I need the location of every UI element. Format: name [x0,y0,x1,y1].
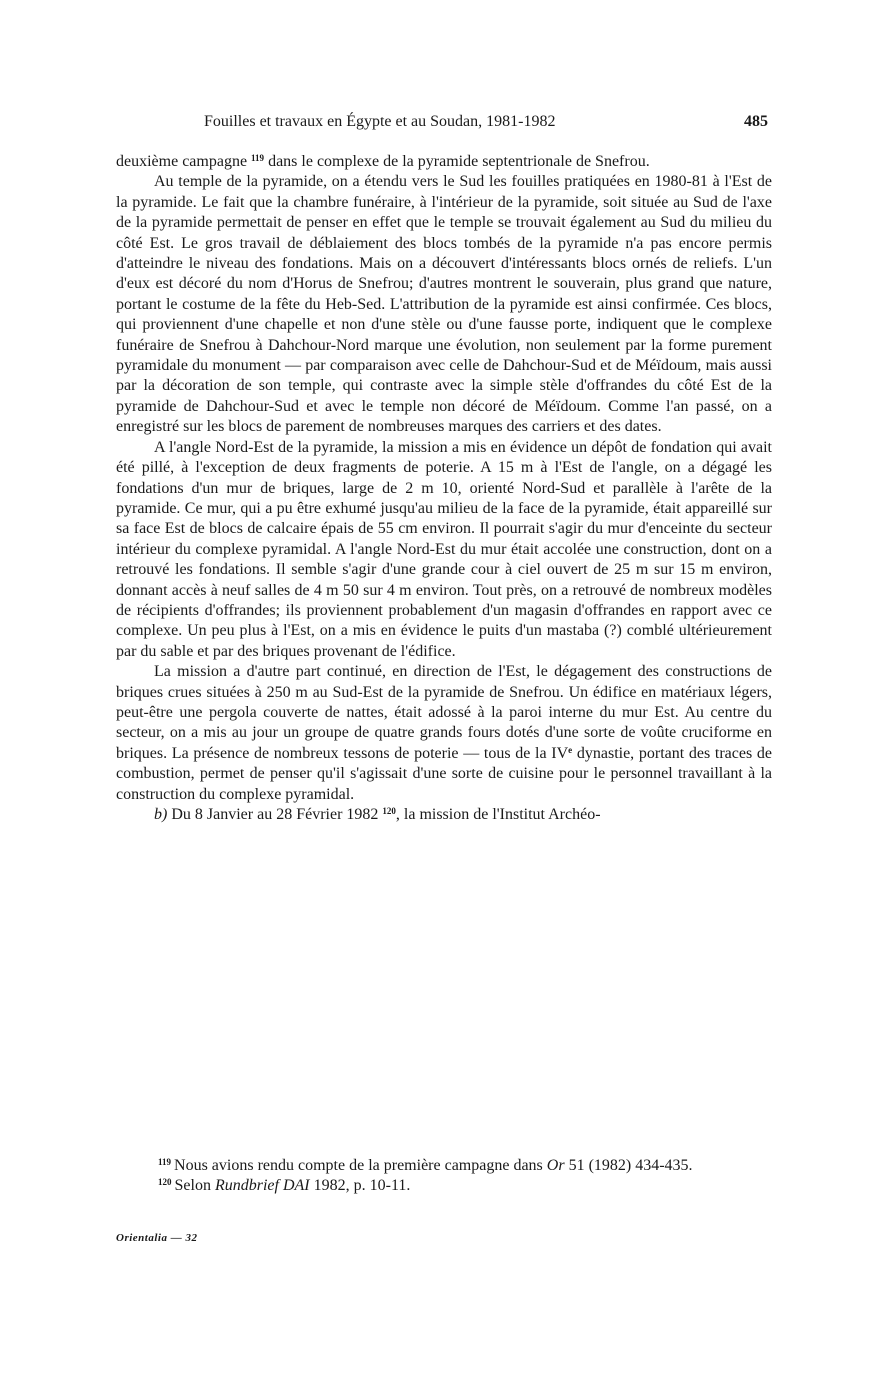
paragraph-3: A l'angle Nord-Est de la pyramide, la mission a mis en évidence un dépôt de fondation qui avait été pillé, à l'exception de deux fragments de poterie. A 15 m à l'Est de l'angle, on a dégagé les fondations d'un mur de briques, large de 2 m 10, orienté Nord-Sud et parallèle à l'arête de la pyramide. Ce mur, qui a pu être exhumé jusqu'au milieu de la face de la pyramide, était appareillé sur sa face Est de blocs de calcaire épais de 55 cm environ. Il pourrait s'agir du mur d'enceinte du secteur intérieur du complexe pyramidal. A l'angle Nord-Est du mur était accolée une construction, dont on a retrouvé les fondations. Il semble s'agir d'une grande cour à ciel ouvert de 25 m sur 15 m environ, donnant accès à neuf salles de 4 m 50 sur 4 m environ. Tout près, on a retrouvé de nombreux modèles de récipients d'offrandes; ils proviennent probablement d'un magasin d'offrandes en rapport avec ce complexe. Un peu plus à l'Est, on a mis en évidence le puits d'un mastaba (?) comblé ultérieurement par du sable et par des briques provenant de l'édifice. [116,438,772,660]
footnote-text: Nous avions rendu compte de la première campagne dans [174,1157,547,1174]
page-content [116,112,772,825]
paragraph-4-before: La mission a d'autre part continué, en direction de l'Est, le dégagement des constructions de briques crues situées à 250 m au Sud-Est de la pyramide de Snefrou. Un édifice en matériaux légers, peut-être une pergola couverte de nattes, était adossé à la paroi interne du mur Est. Au centre du secteur, on a mis au jour un groupe de quatre grands fours dotés d'une sorte de voûte cruciforme en briques. La présence de nombreux tessons de poterie — tous de la IV [116,663,772,762]
paragraph-5-after: , la mission de l'Institut Archéo- [395,806,601,823]
body-text [116,152,772,825]
footnote-text-end: 1982, p. 10-11. [309,1177,411,1194]
dynasty-superscript: e [568,744,573,755]
footnote-text: Selon [174,1177,215,1194]
footnote-number: 119 [158,1157,172,1167]
paragraph-1-before: deuxième campagne [116,153,248,170]
signature-mark: Orientalia — 32 [116,1232,198,1244]
footnote-italic: Rundbrief DAI [214,1177,310,1194]
paragraph-1-after: dans le complexe de la pyramide septentrionale de Snefrou. [264,153,650,170]
paragraph-5 [116,805,772,825]
paragraph-2: Au temple de la pyramide, on a étendu vers le Sud les fouilles pratiquées en 1980-81 à l'Est de la pyramide. Le fait que la chambre funéraire, à l'intérieur de la pyramide, soit située au Sud de l'axe de la pyramide permettait de penser en effet que le temple se trouvait également au Sud du milieu du côté Est. Le gros travail de déblaiement des blocs tombés de la pyramide n'a pas encore permis d'atteindre le niveau des fondations. Mais on a découvert d'intéressants blocs ornés de reliefs. L'un d'eux est décoré du nom d'Horus de Snefrou; d'autres montrent le souverain, plus grand que nature, portant le costume de la fête du Heb-Sed. L'attribution de la pyramide est ainsi confirmée. Ces blocs, qui proviennent d'une chapelle et non d'une stèle ou d'une fausse porte, indiquent que le complexe funéraire de Snefrou à Dahchour-Nord marque une évolution, non seulement par la forme purement pyramidale du monument — par comparaison avec celle de Dahchour-Sud et de Méïdoum, mais aussi par la décoration de son temple, qui contraste avec la simple stèle d'offrandes du côté Est de la pyramide de Dahchour-Sud et avec le temple non décoré de Méïdoum. Comme l'an passé, on a enregistré sur les blocs de parement de nombreuses marques des carriers et des dates. [116,173,772,436]
paragraph-5-before: Du 8 Janvier au 28 Février 1982 [167,806,379,823]
footnote-text-end: 51 (1982) 434-435. [564,1157,693,1174]
page-number: 485 [744,113,768,130]
footnote-number: 120 [158,1177,172,1187]
paragraph-4-after: dynastie, portant des traces de combustion, permet de penser qu'il s'agissait d'une sorte de cuisine pour le personnel travaillant à la construction du complexe pyramidal. [116,744,773,803]
footnote-ref-120[interactable]: 120 [382,806,396,816]
footnote-ref-119[interactable]: 119 [251,153,265,163]
footnotes [116,1156,772,1196]
footnote-120 [116,1176,772,1196]
footnote-119 [116,1156,772,1176]
paragraph-4 [116,662,772,805]
paragraph-1 [116,152,772,172]
running-head [116,112,772,132]
running-title: Fouilles et travaux en Égypte et au Soudan, 1981-1982 [204,113,556,130]
footnote-italic: Or [546,1157,565,1174]
paragraph-5-letter: b) [154,806,168,823]
